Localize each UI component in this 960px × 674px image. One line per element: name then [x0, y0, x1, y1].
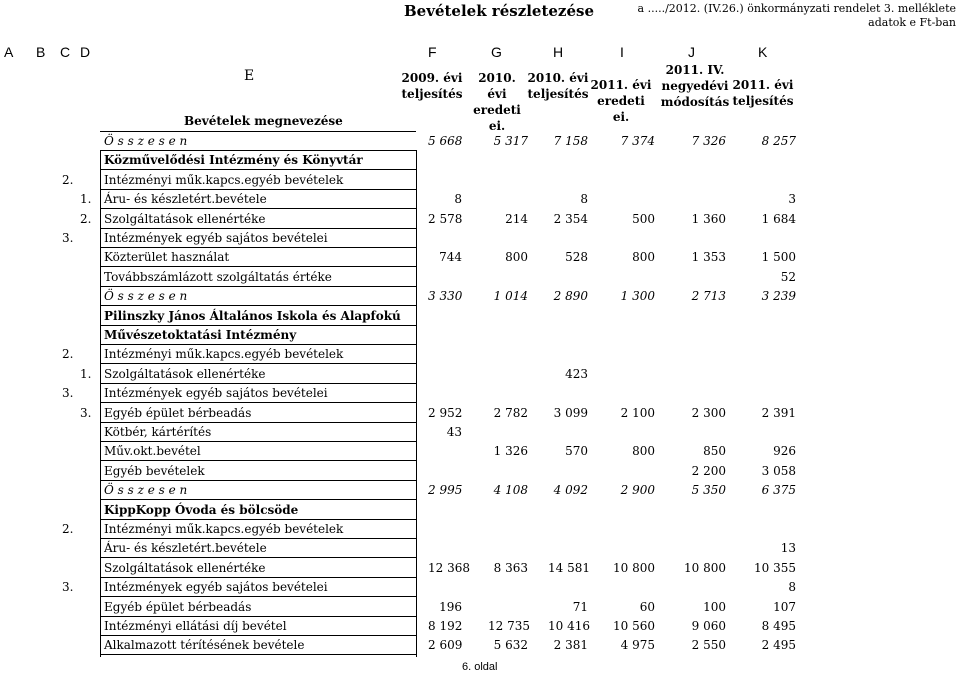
value-cell: [680, 366, 726, 383]
value-cell: 10 800: [613, 561, 655, 575]
value-cell: 3: [788, 192, 796, 206]
col-letter-a: A: [4, 44, 14, 60]
col-letter-k: K: [758, 44, 768, 60]
value-cell: [548, 502, 588, 519]
value-cell: [750, 385, 796, 402]
value-cell: [680, 540, 726, 557]
value-cell: 2 495: [761, 638, 796, 652]
value-cell: [610, 269, 655, 286]
value-cell: [548, 579, 588, 596]
value-cell: [488, 327, 528, 344]
value-cell: 2 381: [553, 638, 588, 652]
page-number: 6. oldal: [462, 661, 498, 673]
value-cell: 2 550: [691, 638, 726, 652]
row-divider: [100, 363, 416, 364]
row-divider: [100, 402, 416, 403]
col-letter-b: B: [36, 44, 46, 60]
value-cell: 10 800: [684, 561, 726, 575]
row-label: Pilinszky János Általános Iskola és Alapfokú: [104, 309, 401, 323]
value-cell: 3 058: [761, 464, 796, 478]
value-cell: 800: [632, 250, 655, 264]
row-divider: [100, 577, 416, 578]
row-label: Áru- és készletért.bevétele: [104, 192, 267, 206]
value-cell: 528: [565, 250, 588, 264]
value-cell: 2 900: [620, 483, 655, 497]
value-cell: [548, 152, 588, 169]
value-cell: 7 158: [553, 134, 588, 148]
value-cell: 1 300: [620, 289, 655, 303]
value-cell: 13: [780, 541, 796, 555]
value-cell: 107: [773, 600, 796, 614]
value-cell: [750, 230, 796, 247]
col-letter-c: C: [60, 44, 71, 60]
value-cell: [680, 521, 726, 538]
row-number: 2.: [62, 522, 74, 536]
col-head-f: 2009. évi teljesítés: [401, 71, 463, 101]
value-cell: [548, 269, 588, 286]
row-divider: [100, 150, 416, 151]
value-cell: 500: [632, 212, 655, 226]
value-cell: [750, 308, 796, 325]
row-number: 3.: [62, 580, 74, 594]
regulation-reference: a ...../2012. (IV.26.) önkormányzati rendelet 3. melléklete: [637, 2, 956, 15]
col-head-g: 2010. évi eredeti ei.: [473, 71, 521, 133]
col-head-h: 2010. évi teljesítés: [527, 71, 589, 101]
value-cell: [610, 172, 655, 189]
row-label: Intézmények egyéb sajátos bevételei: [104, 580, 328, 594]
row-divider: [100, 480, 416, 481]
col-letter-h: H: [553, 44, 564, 60]
value-cell: [610, 521, 655, 538]
value-cell: [680, 152, 726, 169]
col-letter-g: G: [491, 44, 502, 60]
value-cell: [548, 385, 588, 402]
value-cell: [680, 191, 726, 208]
value-cell: 8 257: [761, 134, 796, 148]
value-cell: 100: [703, 600, 726, 614]
row-label: Áru- és készletért.bevétele: [104, 541, 267, 555]
value-cell: 5 350: [691, 483, 726, 497]
value-cell: [428, 502, 462, 519]
value-cell: [548, 521, 588, 538]
column-divider: [100, 150, 101, 657]
row-label: Szolgáltatások ellenértéke: [104, 367, 266, 381]
value-cell: [610, 540, 655, 557]
row-label: Ö s s z e s e n: [104, 134, 188, 148]
row-number: 2.: [62, 173, 74, 187]
value-cell: [680, 230, 726, 247]
row-divider: [100, 325, 416, 326]
value-cell: [428, 521, 462, 538]
value-cell: [750, 366, 796, 383]
value-cell: [680, 172, 726, 189]
value-cell: [428, 269, 462, 286]
row-divider: [100, 654, 416, 655]
value-cell: [548, 463, 588, 480]
row-number: 3.: [62, 231, 74, 245]
value-cell: [750, 502, 796, 519]
value-cell: 3 330: [428, 289, 463, 303]
row-label: Egyéb épület bérbeadás: [104, 406, 252, 420]
value-cell: [488, 502, 528, 519]
value-cell: [750, 327, 796, 344]
value-cell: 43: [446, 425, 462, 439]
row-divider: [100, 441, 416, 442]
value-cell: 9 060: [691, 619, 726, 633]
value-cell: [428, 366, 462, 383]
value-cell: 71: [572, 600, 588, 614]
row-divider: [100, 519, 416, 520]
row-divider: [100, 247, 416, 248]
value-cell: 744: [439, 250, 462, 264]
row-divider: [100, 228, 416, 229]
value-cell: [548, 346, 588, 363]
row-divider: [100, 189, 416, 190]
row-divider: [100, 596, 416, 597]
value-cell: [680, 346, 726, 363]
value-cell: [488, 366, 528, 383]
value-cell: 12 735: [488, 619, 530, 633]
value-cell: [610, 327, 655, 344]
row-divider: [100, 557, 416, 558]
value-cell: 2 300: [691, 406, 726, 420]
row-label: Ö s s z e s e n: [104, 483, 188, 497]
value-cell: [428, 327, 462, 344]
row-label: Intézményi műk.kapcs.egyéb bevételek: [104, 522, 344, 536]
value-cell: [488, 540, 528, 557]
row-number: 3.: [80, 406, 92, 420]
value-cell: 8 192: [428, 619, 463, 633]
row-number: 2.: [62, 347, 74, 361]
value-cell: 7 326: [691, 134, 726, 148]
row-label: Intézmények egyéb sajátos bevételei: [104, 231, 328, 245]
row-divider: [100, 383, 416, 384]
value-cell: 60: [639, 600, 655, 614]
value-cell: 2 354: [553, 212, 588, 226]
value-cell: [428, 443, 462, 460]
value-cell: 10 416: [548, 619, 590, 633]
value-cell: 3 239: [761, 289, 796, 303]
value-cell: 1 360: [691, 212, 726, 226]
value-cell: [488, 521, 528, 538]
value-cell: [488, 152, 528, 169]
value-cell: [428, 152, 462, 169]
value-cell: 196: [439, 600, 462, 614]
value-cell: 570: [565, 444, 588, 458]
row-divider: [100, 635, 416, 636]
value-cell: [680, 308, 726, 325]
value-cell: 1 684: [761, 212, 796, 226]
value-cell: 926: [773, 444, 796, 458]
value-cell: [488, 599, 528, 616]
row-divider: [100, 499, 416, 500]
value-cell: 12 368: [428, 561, 470, 575]
value-cell: 850: [703, 444, 726, 458]
value-cell: [750, 346, 796, 363]
row-label: Közművelődési Intézmény és Könyvtár: [104, 153, 363, 167]
row-divider: [100, 344, 416, 345]
value-cell: [610, 152, 655, 169]
value-cell: [680, 269, 726, 286]
value-cell: [610, 463, 655, 480]
value-cell: [488, 308, 528, 325]
value-cell: [750, 172, 796, 189]
value-cell: [610, 346, 655, 363]
row-label: KippKopp Óvoda és bölcsöde: [104, 503, 299, 517]
row-label: Szolgáltatások ellenértéke: [104, 561, 266, 575]
value-cell: [680, 502, 726, 519]
row-divider: [100, 208, 416, 209]
value-cell: 2 100: [620, 406, 655, 420]
value-cell: 1 500: [761, 250, 796, 264]
row-label: Egyéb bevételek: [104, 464, 205, 478]
value-cell: 10 560: [613, 619, 655, 633]
row-divider: [100, 305, 416, 306]
value-cell: [548, 327, 588, 344]
row-label: Továbbszámlázott szolgáltatás értéke: [104, 270, 332, 284]
value-cell: 1 014: [493, 289, 528, 303]
row-label: Műv.okt.bevétel: [104, 444, 201, 458]
col-letter-i: I: [620, 44, 624, 60]
value-cell: 8 495: [761, 619, 796, 633]
row-number: 3.: [62, 386, 74, 400]
value-cell: 2 391: [761, 406, 796, 420]
value-cell: 1 353: [691, 250, 726, 264]
value-cell: [548, 172, 588, 189]
row-divider: [100, 286, 416, 287]
row-divider: [100, 616, 416, 617]
value-cell: 4 092: [553, 483, 588, 497]
value-cell: [488, 191, 528, 208]
value-cell: [610, 230, 655, 247]
row-number: 2.: [80, 212, 92, 226]
value-cell: [428, 230, 462, 247]
value-cell: [610, 191, 655, 208]
value-cell: [548, 424, 588, 441]
value-cell: 2 609: [428, 638, 463, 652]
row-label: Közterület használat: [104, 250, 230, 264]
row-divider: [100, 422, 416, 423]
value-cell: [428, 540, 462, 557]
value-cell: 8: [788, 580, 796, 594]
value-cell: [428, 172, 462, 189]
col-letter-f: F: [428, 44, 437, 60]
row-number: 1.: [80, 367, 92, 381]
value-cell: [488, 424, 528, 441]
value-cell: 4 108: [493, 483, 528, 497]
value-cell: [750, 152, 796, 169]
value-cell: [548, 230, 588, 247]
value-cell: [428, 579, 462, 596]
value-cell: 7 374: [620, 134, 655, 148]
row-divider: [100, 266, 416, 267]
value-cell: [610, 579, 655, 596]
row-label: Egyéb épület bérbeadás: [104, 600, 252, 614]
value-cell: [680, 579, 726, 596]
row-label: Intézményi műk.kapcs.egyéb bevételek: [104, 173, 344, 187]
value-cell: [428, 463, 462, 480]
value-cell: [750, 521, 796, 538]
value-cell: [680, 327, 726, 344]
col-head-i: 2011. évi eredeti ei.: [590, 78, 652, 124]
col-head-j: 2011. IV. negyedévi módosítás: [660, 63, 730, 109]
value-cell: [610, 366, 655, 383]
value-cell: 2 952: [428, 406, 463, 420]
col-head-e: E: [244, 68, 255, 84]
value-cell: [488, 172, 528, 189]
value-cell: 5 668: [428, 134, 463, 148]
table-top-rule: [100, 131, 416, 132]
value-cell: 2 578: [428, 212, 463, 226]
col-head-k: 2011. évi teljesítés: [732, 78, 794, 108]
value-cell: [680, 385, 726, 402]
value-cell: 8: [580, 192, 588, 206]
value-cell: 3 099: [553, 406, 588, 420]
value-cell: [610, 385, 655, 402]
value-cell: 6 375: [761, 483, 796, 497]
value-cell: [488, 269, 528, 286]
value-cell: 14 581: [548, 561, 590, 575]
value-cell: 800: [632, 444, 655, 458]
row-number: 1.: [80, 192, 92, 206]
value-cell: [680, 424, 726, 441]
value-cell: 2 713: [691, 289, 726, 303]
value-cell: 8 363: [493, 561, 528, 575]
value-cell: 2 995: [428, 483, 463, 497]
value-cell: 5 632: [493, 638, 528, 652]
value-cell: [610, 502, 655, 519]
value-cell: 423: [565, 367, 588, 381]
value-cell: [750, 424, 796, 441]
value-cell: [548, 308, 588, 325]
value-cell: [488, 385, 528, 402]
row-divider: [100, 538, 416, 539]
page-title: Bevételek részletezése: [404, 2, 594, 20]
value-cell: 2 200: [691, 464, 726, 478]
value-cell: 8: [454, 192, 462, 206]
value-cell: 4 975: [620, 638, 655, 652]
row-divider: [100, 460, 416, 461]
value-cell: 2 890: [553, 289, 588, 303]
unit-note: adatok e Ft-ban: [868, 16, 956, 29]
value-cell: [428, 346, 462, 363]
row-label: Intézményi műk.kapcs.egyéb bevételek: [104, 347, 344, 361]
row-label: Művészetoktatási Intézmény: [104, 328, 297, 342]
col-letter-d: D: [80, 44, 91, 60]
col-head-name: Bevételek megnevezése: [184, 114, 343, 128]
row-label: Kötbér, kártérítés: [104, 425, 212, 439]
value-cell: 214: [505, 212, 528, 226]
value-cell: [428, 385, 462, 402]
value-cell: [428, 308, 462, 325]
value-cell: 5 317: [493, 134, 528, 148]
value-cell: 10 355: [754, 561, 796, 575]
value-cell: [488, 463, 528, 480]
row-label: Ö s s z e s e n: [104, 289, 188, 303]
value-cell: 1 326: [493, 444, 528, 458]
row-label: Alkalmazott térítésének bevétele: [104, 638, 305, 652]
value-cell: [548, 540, 588, 557]
value-cell: [488, 579, 528, 596]
row-label: Intézményi ellátási díj bevétel: [104, 619, 287, 633]
value-cell: 2 782: [493, 406, 528, 420]
row-divider: [100, 169, 416, 170]
value-cell: [610, 308, 655, 325]
value-cell: [488, 346, 528, 363]
value-cell: 52: [780, 270, 796, 284]
value-cell: [610, 424, 655, 441]
value-cell: [488, 230, 528, 247]
value-cell: 800: [505, 250, 528, 264]
row-label: Szolgáltatások ellenértéke: [104, 212, 266, 226]
row-label: Intézmények egyéb sajátos bevételei: [104, 386, 328, 400]
column-divider: [416, 150, 417, 657]
col-letter-j: J: [688, 44, 695, 60]
